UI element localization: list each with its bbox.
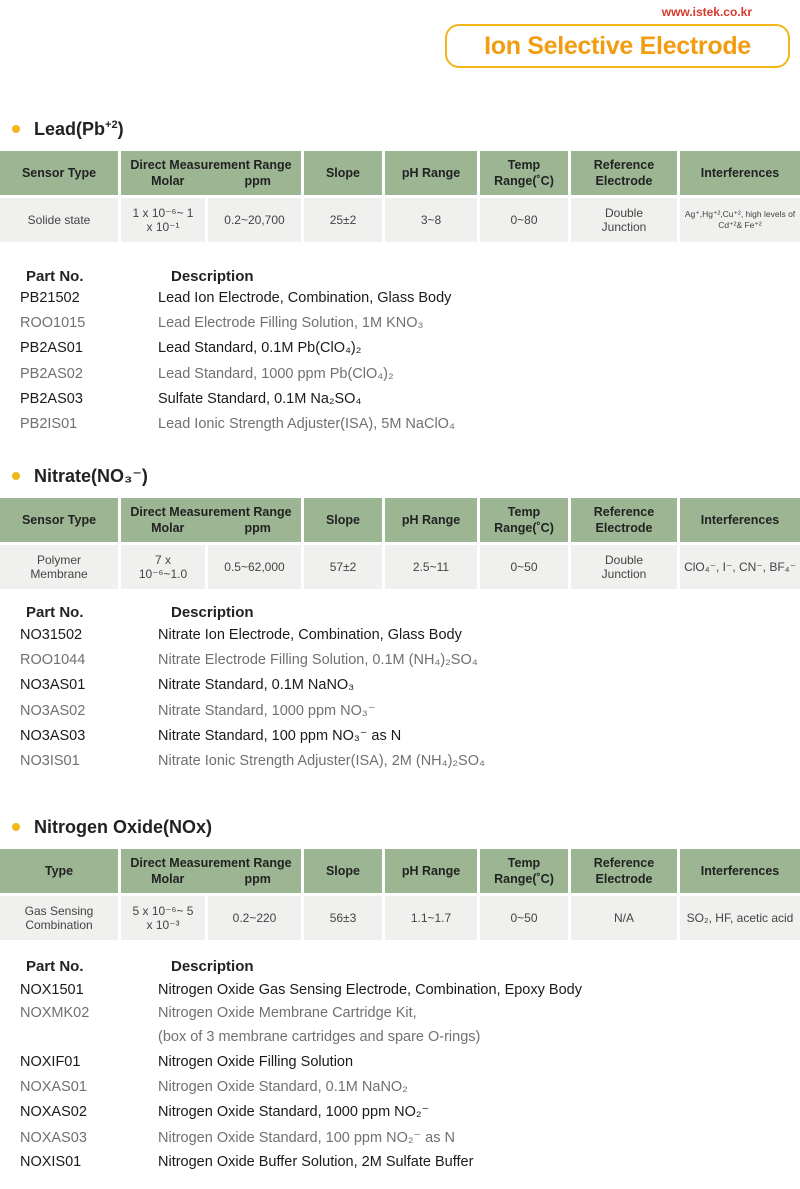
part-row[interactable]	[0, 982, 800, 1007]
part-description: Sulfate Standard, 0.1M Na₂SO₄	[158, 391, 362, 407]
header-ref-label: Reference Electrode	[593, 505, 655, 535]
part-description: Nitrogen Oxide Buffer Solution, 2M Sulfate Buffer	[158, 1154, 474, 1170]
part-row[interactable]	[0, 315, 800, 340]
header-ppm: ppm	[244, 521, 271, 535]
section-title-superscript: +2	[105, 118, 118, 131]
part-row[interactable]	[0, 1079, 800, 1104]
value-interf-text: ClO₄⁻, I⁻, CN⁻, BF₄⁻	[684, 560, 796, 574]
part-row[interactable]	[0, 753, 800, 778]
value-temp-text: 0~50	[510, 560, 538, 574]
section-title-end: )	[141, 465, 148, 486]
value-molar-text: 7 x 10⁻⁶~1.0	[138, 553, 188, 581]
header-molar: Molar	[151, 174, 185, 188]
value-temp	[480, 896, 568, 940]
value-ph	[385, 198, 477, 242]
value-sensor-text: Gas Sensing Combination	[24, 904, 94, 932]
part-description: Nitrogen Oxide Standard, 1000 ppm NO₂⁻	[158, 1104, 430, 1120]
header-ph	[385, 849, 477, 893]
parts-header-part-no: Part No.	[26, 604, 84, 621]
part-row[interactable]	[0, 652, 800, 677]
bullet-dot-icon	[12, 125, 20, 133]
section-heading	[12, 117, 124, 141]
part-description: Nitrogen Oxide Gas Sensing Electrode, Combination, Epoxy Body	[158, 982, 582, 998]
header-interf	[680, 151, 800, 195]
part-number: NO31502	[20, 627, 83, 643]
value-sensor	[0, 545, 118, 589]
spec-table	[0, 151, 800, 245]
part-number: NO3AS01	[20, 677, 86, 693]
value-molar-text: 5 x 10⁻⁶~ 5 x 10⁻³	[132, 904, 194, 932]
part-number: NOXAS03	[20, 1130, 87, 1146]
section-title-text: Nitrogen Oxide(NOx	[34, 816, 207, 837]
part-row[interactable]	[0, 703, 800, 728]
part-description: Lead Standard, 0.1M Pb(ClO₄)₂	[158, 340, 362, 356]
part-description: Lead Electrode Filling Solution, 1M KNO₃	[158, 315, 424, 331]
header-interf-label: Interferences	[700, 864, 780, 878]
header-range-title: Direct Measurement Range	[130, 158, 292, 172]
value-ref	[571, 545, 677, 589]
header-ref	[571, 151, 677, 195]
value-temp-text: 0~50	[510, 911, 538, 925]
section-title-text: Nitrate(NO₃⁻	[34, 465, 142, 486]
header-interf	[680, 498, 800, 542]
part-number: NOXAS02	[20, 1104, 87, 1120]
part-number: PB2AS02	[20, 366, 83, 382]
header-temp	[480, 151, 568, 195]
spec-table	[0, 849, 800, 943]
part-number: NOXIF01	[20, 1054, 81, 1070]
part-number: PB21502	[20, 290, 80, 306]
value-molar-text: 1 x 10⁻⁶~ 1 x 10⁻¹	[132, 206, 194, 234]
header-range-subcols	[121, 871, 301, 887]
value-interf	[680, 545, 800, 589]
value-slope	[304, 198, 382, 242]
header-slope-label: Slope	[325, 513, 361, 527]
website-url[interactable]: www.istek.co.kr	[661, 5, 752, 19]
value-molar	[121, 545, 205, 589]
value-temp-text: 0~80	[510, 213, 538, 227]
part-number: NO3IS01	[20, 753, 80, 769]
bullet-dot-icon	[12, 472, 20, 480]
value-molar	[121, 896, 205, 940]
value-ref-text: N/A	[613, 911, 634, 925]
value-slope	[304, 545, 382, 589]
header-molar: Molar	[151, 521, 185, 535]
header-temp-label: Temp Range(˚C)	[494, 505, 554, 535]
part-description: Nitrate Standard, 100 ppm NO₃⁻ as N	[158, 728, 402, 744]
header-ref	[571, 498, 677, 542]
header-slope-label: Slope	[325, 864, 361, 878]
header-interf-label: Interferences	[700, 166, 780, 180]
parts-header-description: Description	[171, 958, 254, 975]
section-title	[34, 817, 212, 838]
part-number: NO3AS03	[20, 728, 86, 744]
value-slope-text: 25±2	[329, 213, 357, 227]
value-interf	[680, 198, 800, 242]
header-ppm: ppm	[244, 872, 271, 886]
header-range	[121, 849, 301, 893]
header-slope	[304, 849, 382, 893]
part-number: NO3AS02	[20, 703, 86, 719]
value-interf-text: SO₂, HF, acetic acid	[686, 911, 794, 925]
part-row[interactable]	[0, 1029, 800, 1054]
part-row[interactable]	[0, 1005, 800, 1030]
value-ppm	[208, 198, 301, 242]
header-interf-label: Interferences	[700, 513, 780, 527]
value-slope	[304, 896, 382, 940]
part-description: Nitrate Standard, 1000 ppm NO₃⁻	[158, 703, 376, 719]
value-interf-text: Ag⁺,Hg⁺²,Cu⁺², high levels of Cd⁺²& Fe⁺²	[684, 209, 796, 230]
part-number: NOX1501	[20, 982, 84, 998]
part-description: Lead Standard, 1000 ppm Pb(ClO₄)₂	[158, 366, 394, 382]
parts-header-description: Description	[171, 268, 254, 285]
parts-header-part-no: Part No.	[26, 268, 84, 285]
header-slope-label: Slope	[325, 166, 361, 180]
value-ppm	[208, 545, 301, 589]
header-temp	[480, 849, 568, 893]
header-slope	[304, 151, 382, 195]
part-description: Nitrogen Oxide Standard, 0.1M NaNO₂	[158, 1079, 408, 1095]
part-description: Nitrate Standard, 0.1M NaNO₃	[158, 677, 355, 693]
section-heading	[12, 464, 148, 488]
part-row[interactable]	[0, 366, 800, 391]
header-sensor	[0, 151, 118, 195]
header-ph-label: pH Range	[401, 513, 461, 527]
value-ph-text: 3~8	[420, 213, 442, 227]
parts-header-part-no: Part No.	[26, 958, 84, 975]
header-range-title: Direct Measurement Range	[130, 505, 292, 519]
value-sensor	[0, 896, 118, 940]
header-range	[121, 498, 301, 542]
value-ph-text: 2.5~11	[412, 560, 450, 574]
spec-table	[0, 498, 800, 592]
value-ppm	[208, 896, 301, 940]
value-temp	[480, 545, 568, 589]
part-description: Nitrate Electrode Filling Solution, 0.1M (NH₄)₂SO₄	[158, 652, 478, 668]
header-ph-label: pH Range	[401, 864, 461, 878]
header-temp-label: Temp Range(˚C)	[494, 158, 554, 188]
part-description: (box of 3 membrane cartridges and spare O-rings)	[158, 1029, 481, 1045]
section-title	[34, 119, 124, 140]
value-ref	[571, 198, 677, 242]
value-ph-text: 1.1~1.7	[410, 911, 452, 925]
page-title: Ion Selective Electrode	[484, 31, 751, 60]
part-row[interactable]	[0, 1130, 800, 1155]
value-ref-text: Double Junction	[601, 206, 647, 234]
part-number: PB2AS01	[20, 340, 83, 356]
section-title-text: Lead(Pb	[34, 118, 106, 139]
value-slope-text: 57±2	[329, 560, 357, 574]
section-2	[0, 464, 800, 581]
header-sensor	[0, 849, 118, 893]
part-number: ROO1015	[20, 315, 86, 331]
part-row[interactable]	[0, 391, 800, 416]
header-ph-label: pH Range	[401, 166, 461, 180]
part-row[interactable]	[0, 1154, 800, 1179]
header-ref-label: Reference Electrode	[593, 856, 655, 886]
value-ref	[571, 896, 677, 940]
part-row[interactable]	[0, 1054, 800, 1079]
part-row[interactable]	[0, 677, 800, 702]
header-temp-label: Temp Range(˚C)	[494, 856, 554, 886]
value-sensor-text: Polymer Membrane	[30, 553, 88, 581]
part-number: NOXAS01	[20, 1079, 87, 1095]
header-sensor-label: Sensor Type	[21, 513, 97, 527]
value-slope-text: 56±3	[329, 911, 357, 925]
header-range-title: Direct Measurement Range	[130, 856, 292, 870]
value-ph	[385, 545, 477, 589]
header-ph	[385, 498, 477, 542]
header-ref-label: Reference Electrode	[593, 158, 655, 188]
header-range	[121, 151, 301, 195]
part-row[interactable]	[0, 627, 800, 652]
page-title-box	[445, 24, 790, 68]
bullet-dot-icon	[12, 823, 20, 831]
value-sensor	[0, 198, 118, 242]
part-row[interactable]	[0, 1104, 800, 1129]
section-1	[0, 117, 800, 234]
part-row[interactable]	[0, 290, 800, 315]
value-ref-text: Double Junction	[601, 553, 647, 581]
part-number: NOXMK02	[20, 1005, 90, 1021]
header-sensor-label: Sensor Type	[21, 166, 97, 180]
header-ppm: ppm	[244, 174, 271, 188]
part-number: ROO1044	[20, 652, 86, 668]
header-interf	[680, 849, 800, 893]
section-title-end: )	[206, 816, 213, 837]
section-heading	[12, 815, 212, 839]
section-title-end: )	[117, 118, 124, 139]
part-description: Nitrogen Oxide Filling Solution	[158, 1054, 354, 1070]
value-sensor-text: Solide state	[27, 213, 91, 227]
part-number: PB2IS01	[20, 416, 78, 432]
section-title	[34, 466, 148, 487]
part-description: Lead Ion Electrode, Combination, Glass Body	[158, 290, 452, 306]
section-3	[0, 815, 800, 932]
value-ppm-text: 0.2~20,700	[224, 213, 285, 227]
header-molar: Molar	[151, 872, 185, 886]
header-ph	[385, 151, 477, 195]
header-ref	[571, 849, 677, 893]
part-number: NOXIS01	[20, 1154, 82, 1170]
part-row[interactable]	[0, 728, 800, 753]
value-interf	[680, 896, 800, 940]
header-sensor	[0, 498, 118, 542]
value-molar	[121, 198, 205, 242]
part-row[interactable]	[0, 340, 800, 365]
value-ph	[385, 896, 477, 940]
parts-header-description: Description	[171, 604, 254, 621]
header-slope	[304, 498, 382, 542]
header-sensor-label: Type	[44, 864, 74, 878]
part-description: Nitrogen Oxide Membrane Cartridge Kit,	[158, 1005, 417, 1021]
value-temp	[480, 198, 568, 242]
part-description: Lead Ionic Strength Adjuster(ISA), 5M NaClO₄	[158, 416, 455, 432]
header-temp	[480, 498, 568, 542]
part-number: PB2AS03	[20, 391, 83, 407]
value-ppm-text: 0.5~62,000	[224, 560, 285, 574]
part-description: Nitrogen Oxide Standard, 100 ppm NO₂⁻ as N	[158, 1130, 455, 1146]
header-range-subcols	[121, 520, 301, 536]
header-range-subcols	[121, 173, 301, 189]
part-description: Nitrate Ionic Strength Adjuster(ISA), 2M (NH₄)₂SO₄	[158, 753, 485, 769]
part-row[interactable]	[0, 416, 800, 441]
value-ppm-text: 0.2~220	[232, 911, 277, 925]
part-description: Nitrate Ion Electrode, Combination, Glass Body	[158, 627, 462, 643]
